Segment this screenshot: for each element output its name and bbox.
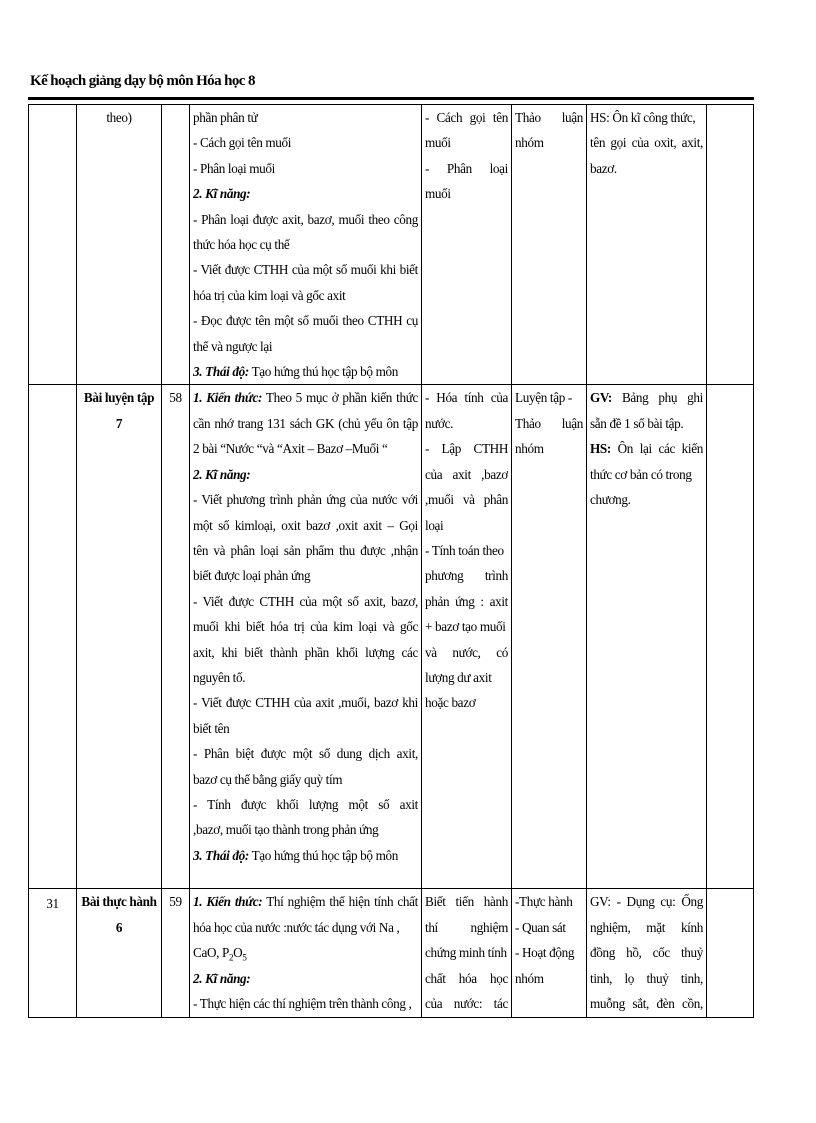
key-point-line: - Phân loại [425, 160, 508, 176]
key-point-line: - Cách gọi tên [425, 110, 508, 125]
method-line: Thảo luận [515, 415, 583, 431]
knowledge-heading: 1. Kiến thức: [193, 390, 263, 406]
objectives-cell [190, 105, 422, 385]
key-point-line: chứng minh tính [425, 945, 507, 961]
objective-line: thức hóa học cụ thể [193, 237, 290, 253]
knowledge-line [193, 385, 418, 410]
lesson-cell: Bài luyện tập 7 [77, 385, 162, 889]
preparation-text: Bảng phụ ghi [621, 390, 703, 406]
method-line: Thảo luận [515, 110, 583, 125]
row-number-cell [29, 105, 77, 385]
preparation-line: đồng hồ, cốc thuỷ [590, 945, 703, 961]
preparation-line: tên gọi của oxit, axit, [590, 135, 703, 151]
notes-cell [707, 889, 754, 1017]
preparation-line: bazơ. [590, 160, 617, 176]
table-row [29, 889, 754, 1017]
objective-line: một số kimloại, oxit bazơ ,oxit axit – Gọi [193, 517, 418, 533]
objective-line: - Phân loại muối [193, 160, 275, 176]
notes-cell [707, 385, 754, 889]
table-row [29, 385, 754, 889]
objective-text: Thí nghiệm thể hiện tính chất [266, 894, 418, 910]
lesson-cell: Bài thực hành 6 [77, 889, 162, 1017]
key-point-line: hoặc bazơ [425, 695, 476, 711]
page-header-title: Kế hoạch giảng dạy bộ môn Hóa học 8 [30, 73, 255, 89]
lesson-cell: theo) [77, 105, 162, 385]
attitude-heading: 3. Thái độ: [193, 847, 249, 863]
objective-line: - Tính được khối lượng một số axit [193, 796, 418, 812]
key-point-line: nước. [425, 415, 454, 431]
key-point-line: muối [425, 135, 451, 151]
row-number-cell: 31 [29, 889, 77, 1017]
objective-line: tên và phân loại sản phẩm thu được ,nhận [193, 542, 418, 558]
objective-line: hóa học của nước :nước tác dụng với Na , [193, 919, 400, 935]
key-points-cell [422, 385, 512, 889]
period-cell: 59 [162, 889, 190, 1017]
key-point-line: - Hóa tính của [425, 390, 508, 406]
objective-line: - Viết được CTHH của một số axit, bazơ, [193, 593, 418, 609]
key-point-line: thí nghiệm [425, 919, 508, 935]
formula-subscript: 5 [242, 952, 247, 963]
attitude-line [193, 359, 418, 384]
period-cell: 58 [162, 385, 190, 889]
knowledge-line [193, 889, 418, 914]
attitude-text: Tạo hứng thú học tập bộ môn [251, 364, 398, 380]
key-points-cell [422, 105, 512, 385]
key-point-line: Biết tiến hành [425, 894, 508, 910]
objective-line: bazơ cụ thể bằng giấy quỳ tím [193, 771, 343, 787]
attitude-heading: 3. Thái độ: [193, 364, 249, 380]
skills-heading: 2. Kĩ năng: [193, 186, 251, 202]
hs-label: HS: [590, 441, 611, 457]
attitude-line [193, 843, 418, 868]
preparation-line: chương. [590, 492, 631, 508]
header-divider [28, 97, 754, 100]
preparation-line [590, 385, 703, 410]
objective-text: Theo 5 mục ở phần kiến thức [265, 390, 418, 406]
preparation-line: GV: - Dụng cụ: Ống [590, 894, 703, 910]
preparation-line [590, 436, 703, 461]
skills-heading: 2. Kĩ năng: [193, 466, 251, 482]
method-line: -Thực hành [515, 894, 573, 910]
key-point-line: của axit ,bazơ [425, 466, 508, 482]
attitude-text: Tạo hứng thú học tập bộ môn [251, 847, 398, 863]
knowledge-heading: 1. Kiến thức: [193, 894, 263, 910]
objective-line: cần nhớ trang 131 sách GK (chủ yếu ôn tập [193, 415, 418, 431]
preparation-line: thức cơ bản có trong [590, 466, 692, 482]
objective-line: - Viết được CTHH của axit ,muối, bazơ khi [193, 695, 418, 711]
objective-line: hóa trị của kim loại và gốc axit [193, 287, 346, 303]
key-point-line: loại [425, 517, 444, 533]
preparation-line: tinh, lọ thuỷ tinh, [590, 970, 703, 986]
method-line: nhóm [515, 970, 544, 986]
key-point-line: ,muối và phân [425, 492, 508, 508]
skills-heading: 2. Kĩ năng: [193, 970, 251, 986]
lesson-plan-table [28, 104, 754, 1018]
formula-line [193, 940, 418, 965]
key-point-line: phương trình [425, 568, 508, 584]
preparation-line: muỗng sắt, đèn cồn, [590, 996, 703, 1012]
objective-line: thể và ngược lại [193, 338, 273, 354]
key-points-cell [422, 889, 512, 1017]
key-point-line: lượng dư axit [425, 669, 492, 685]
table-row [29, 105, 754, 385]
method-line: - Quan sát [515, 919, 566, 935]
objective-line: axit, khi biết thành phần khối lượng các [193, 644, 418, 660]
key-point-line: phản ứng : axit [425, 593, 508, 609]
objective-line: 2 bài “Nước “và “Axit – Bazơ –Muối “ [193, 441, 388, 457]
objective-line: biết được loại phản ứng [193, 568, 311, 584]
formula-text: CaO, P [193, 945, 230, 961]
objective-line: - Cách gọi tên muối [193, 135, 292, 151]
objective-line: - Thực hiện các thí nghiệm trên thành công , [193, 996, 412, 1012]
methods-cell [512, 105, 587, 385]
objective-line: ,bazơ, muối tạo thành trong phản ứng [193, 822, 379, 838]
objective-line: biết tên [193, 720, 230, 736]
preparation-text: Ôn lại các kiến [617, 441, 703, 457]
preparation-cell [587, 889, 707, 1017]
period-cell [162, 105, 190, 385]
method-line: nhóm [515, 135, 544, 151]
objective-line: - Đọc được tên một số muối theo CTHH cụ [193, 313, 418, 329]
preparation-cell [587, 105, 707, 385]
gv-label: GV: [590, 390, 612, 406]
methods-cell [512, 385, 587, 889]
objective-line: - Viết được CTHH của một số muối khi biết [193, 262, 418, 278]
preparation-line: HS: Ôn kĩ công thức, [590, 110, 696, 125]
objective-line: phần phân tử [193, 110, 258, 125]
preparation-line: sẵn đề 1 số bài tập. [590, 415, 684, 431]
preparation-line: nghiệm, mặt kính [590, 919, 703, 935]
key-point-line: + bazơ tạo muối [425, 619, 506, 635]
formula-subscript: 2 [229, 952, 234, 963]
row-number-cell [29, 385, 77, 889]
notes-cell [707, 105, 754, 385]
key-point-line: - Tính toán theo [425, 542, 504, 558]
formula-text: O [233, 945, 243, 961]
key-point-line: của nước: tác [425, 996, 508, 1012]
methods-cell [512, 889, 587, 1017]
key-point-line: và nước, có [425, 644, 508, 660]
method-line: nhóm [515, 441, 544, 457]
key-point-line: chất hóa học [425, 970, 508, 986]
method-line: - Hoạt động [515, 945, 575, 961]
objectives-cell [190, 889, 422, 1017]
objectives-cell [190, 385, 422, 889]
objective-line: nguyên tố. [193, 669, 246, 685]
preparation-cell [587, 385, 707, 889]
key-point-line: muối [425, 186, 451, 202]
objective-line: - Viết phương trình phản ứng của nước với [193, 492, 418, 508]
objective-line: - Phân biệt được một số dung dịch axit, [193, 746, 418, 762]
key-point-line: - Lập CTHH [425, 441, 508, 457]
objective-line: muối khi biết hóa trị của kim loại và gốc [193, 619, 418, 635]
method-line: Luyện tập - [515, 390, 572, 406]
objective-line: - Phân loại được axit, bazơ, muối theo công [193, 211, 418, 227]
